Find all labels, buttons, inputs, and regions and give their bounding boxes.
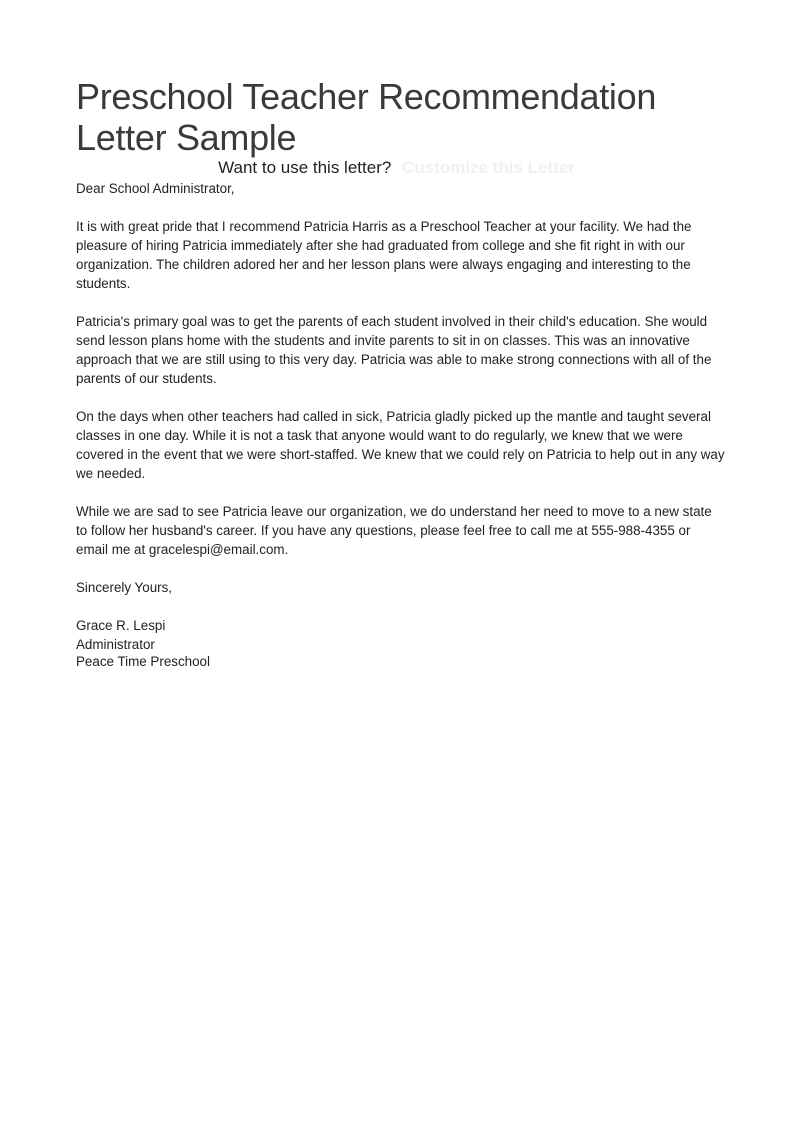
paragraph-4: While we are sad to see Patricia leave our organization, we do understand her need to move to a new state to follow her husband's career. If you have any questions, please feel free to call me at 555-988-4355 or email me at gracelespi@email.com. <box>76 504 712 557</box>
signature-block <box>76 616 726 671</box>
page-title: Preschool Teacher Recommendation Letter Sample <box>76 76 657 158</box>
signature-organization: Peace Time Preschool <box>76 654 210 669</box>
signature-role: Administrator <box>76 637 155 652</box>
signature-name: Grace R. Lespi <box>76 618 166 633</box>
cta-prompt: Want to use this letter? <box>218 158 392 177</box>
salutation: Dear School Administrator, <box>76 181 235 196</box>
closing: Sincerely Yours, <box>76 580 173 595</box>
paragraph-2: Patricia's primary goal was to get the parents of each student involved in their child's education. She would send lesson plans home with the students and invite parents to sit in on classes. This was an innovative approach that we are still using to this very day. Patricia was able to make strong connections with all of the parents of our students. <box>76 314 712 386</box>
letter-body <box>76 179 726 671</box>
paragraph-3: On the days when other teachers had called in sick, Patricia gladly picked up the mantle and taught several classes in one day. While it is not a task that anyone would want to do regularly, we knew that we were covered in the event that we were short-staffed. We knew that we could rely on Patricia to help out in any way we needed. <box>76 409 725 481</box>
customize-cta <box>0 157 793 179</box>
paragraph-1: It is with great pride that I recommend Patricia Harris as a Preschool Teacher at your facility. We had the pleasure of hiring Patricia immediately after she had graduated from college and she fit right in with our organization. The children adored her and her lesson plans were always engaging and interesting to the students. <box>76 219 692 291</box>
customize-letter-link[interactable]: Customize this Letter <box>402 158 575 177</box>
